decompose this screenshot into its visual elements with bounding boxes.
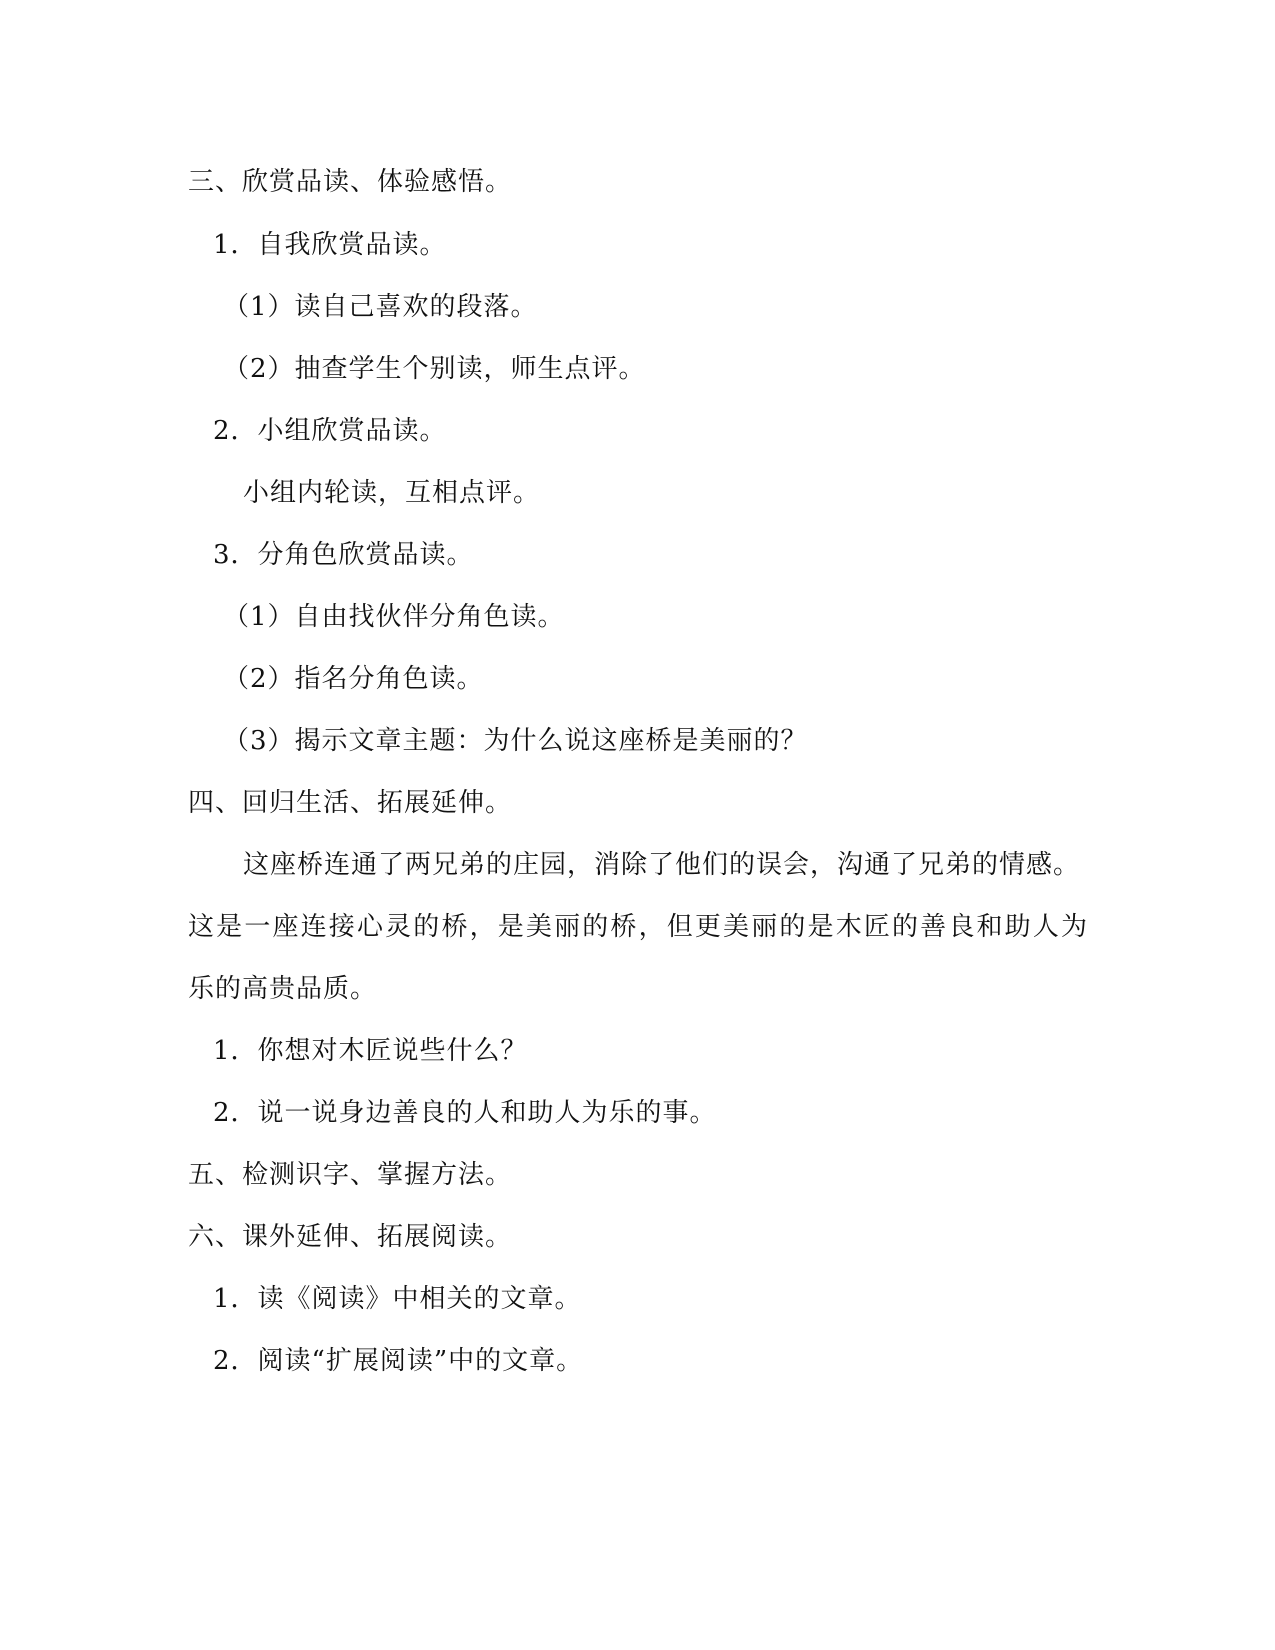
item-6-1: 1．读《阅读》中相关的文章。 <box>213 1284 582 1314</box>
item-1-self-reading: 1．自我欣赏品读。 <box>213 230 447 260</box>
paragraph-line-3: 乐的高贵品质。 <box>188 974 378 1004</box>
item-6-2: 2．阅读“扩展阅读”中的文章。 <box>213 1346 584 1376</box>
paragraph-line-1: 这座桥连通了两兄弟的庄园，消除了他们的误会，沟通了兄弟的情感。 <box>243 850 1081 880</box>
group-reading-detail: 小组内轮读，互相点评。 <box>243 478 541 508</box>
subitem-3-3: （3）揭示文章主题：为什么说这座桥是美丽的？ <box>223 726 808 756</box>
section-heading-6: 六、课外延伸、拓展阅读。 <box>188 1222 513 1252</box>
subitem-3-1: （1）自由找伙伴分角色读。 <box>223 602 565 632</box>
item-3-role-reading: 3．分角色欣赏品读。 <box>213 540 474 570</box>
section-heading-3: 三、欣赏品读、体验感悟。 <box>188 167 513 197</box>
item-4-2: 2．说一说身边善良的人和助人为乐的事。 <box>213 1098 717 1128</box>
item-4-1: 1．你想对木匠说些什么？ <box>213 1036 528 1066</box>
paragraph-line-2: 这是一座连接心灵的桥，是美丽的桥，但更美丽的是木匠的善良和助人为 <box>188 912 1088 942</box>
subitem-1-1: （1）读自己喜欢的段落。 <box>223 292 538 322</box>
subitem-3-2: （2）指名分角色读。 <box>223 664 484 694</box>
item-2-group-reading: 2．小组欣赏品读。 <box>213 416 447 446</box>
subitem-1-2: （2）抽查学生个别读，师生点评。 <box>223 354 646 384</box>
section-heading-5: 五、检测识字、掌握方法。 <box>188 1160 513 1190</box>
section-heading-4: 四、回归生活、拓展延伸。 <box>188 788 513 818</box>
